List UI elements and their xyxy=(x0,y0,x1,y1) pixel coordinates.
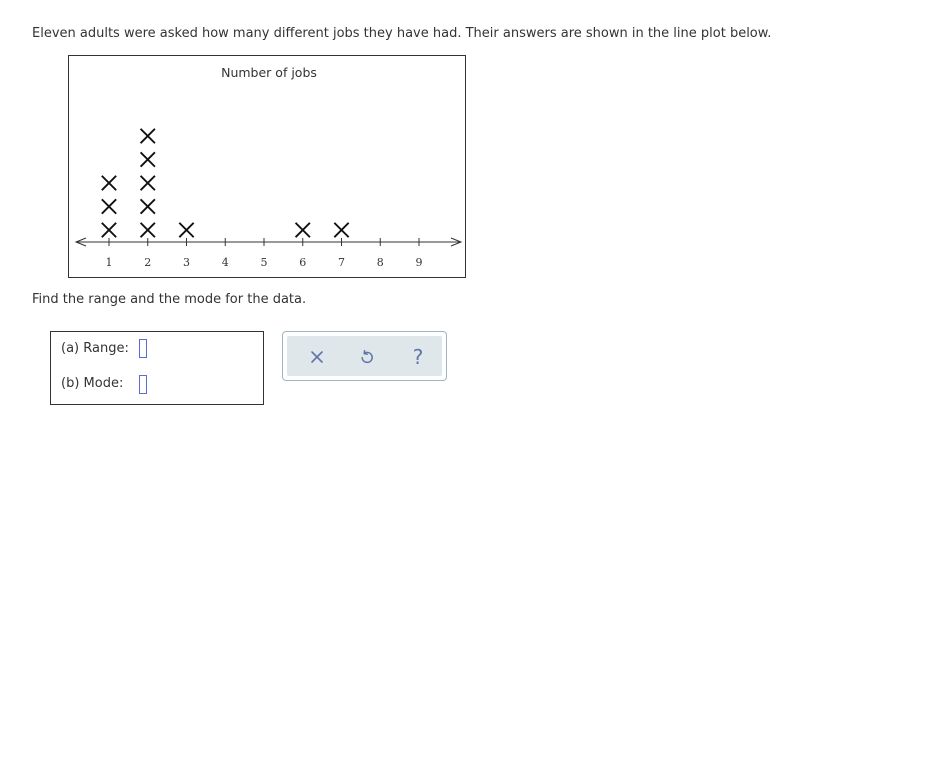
x-mark xyxy=(103,200,116,213)
x-mark xyxy=(141,224,154,237)
question-icon: ? xyxy=(412,345,424,369)
x-icon xyxy=(310,350,324,364)
x-mark xyxy=(141,200,154,213)
line-plot-frame xyxy=(68,55,466,278)
tick-label: 7 xyxy=(338,256,345,269)
mode-input[interactable] xyxy=(139,375,147,394)
tick-label: 2 xyxy=(144,256,152,269)
clear-button[interactable] xyxy=(304,344,330,370)
problem-statement: Eleven adults were asked how many different jobs they have had. Their answers are shown in the line plot below. xyxy=(32,26,772,41)
range-label: (a) Range: xyxy=(61,341,129,356)
chart-title: Number of jobs xyxy=(221,65,317,80)
x-mark xyxy=(141,130,154,143)
undo-button[interactable] xyxy=(354,344,380,370)
tick-label: 3 xyxy=(183,256,190,269)
tick-label: 4 xyxy=(221,256,229,269)
help-button[interactable] xyxy=(405,344,431,370)
mode-label: (b) Mode: xyxy=(61,376,124,391)
x-mark xyxy=(103,177,116,190)
x-mark xyxy=(141,177,154,190)
tick-label: 6 xyxy=(299,256,307,269)
tick-label: 5 xyxy=(260,256,268,269)
x-mark xyxy=(103,224,116,237)
x-mark xyxy=(180,224,193,237)
x-mark xyxy=(296,224,309,237)
line-plot-chart xyxy=(69,56,465,277)
data-marks xyxy=(103,130,349,237)
undo-icon xyxy=(359,349,375,365)
tick-label: 9 xyxy=(415,256,423,269)
answer-toolbar xyxy=(282,331,447,381)
x-mark xyxy=(335,224,348,237)
tick-label: 8 xyxy=(376,256,384,269)
question-text: Find the range and the mode for the data. xyxy=(32,292,307,307)
answer-panel xyxy=(50,331,264,405)
number-line xyxy=(76,238,461,269)
range-input[interactable] xyxy=(139,339,147,358)
toolbar-panel xyxy=(287,336,442,376)
tick-label: 1 xyxy=(105,256,113,269)
x-mark xyxy=(141,153,154,166)
